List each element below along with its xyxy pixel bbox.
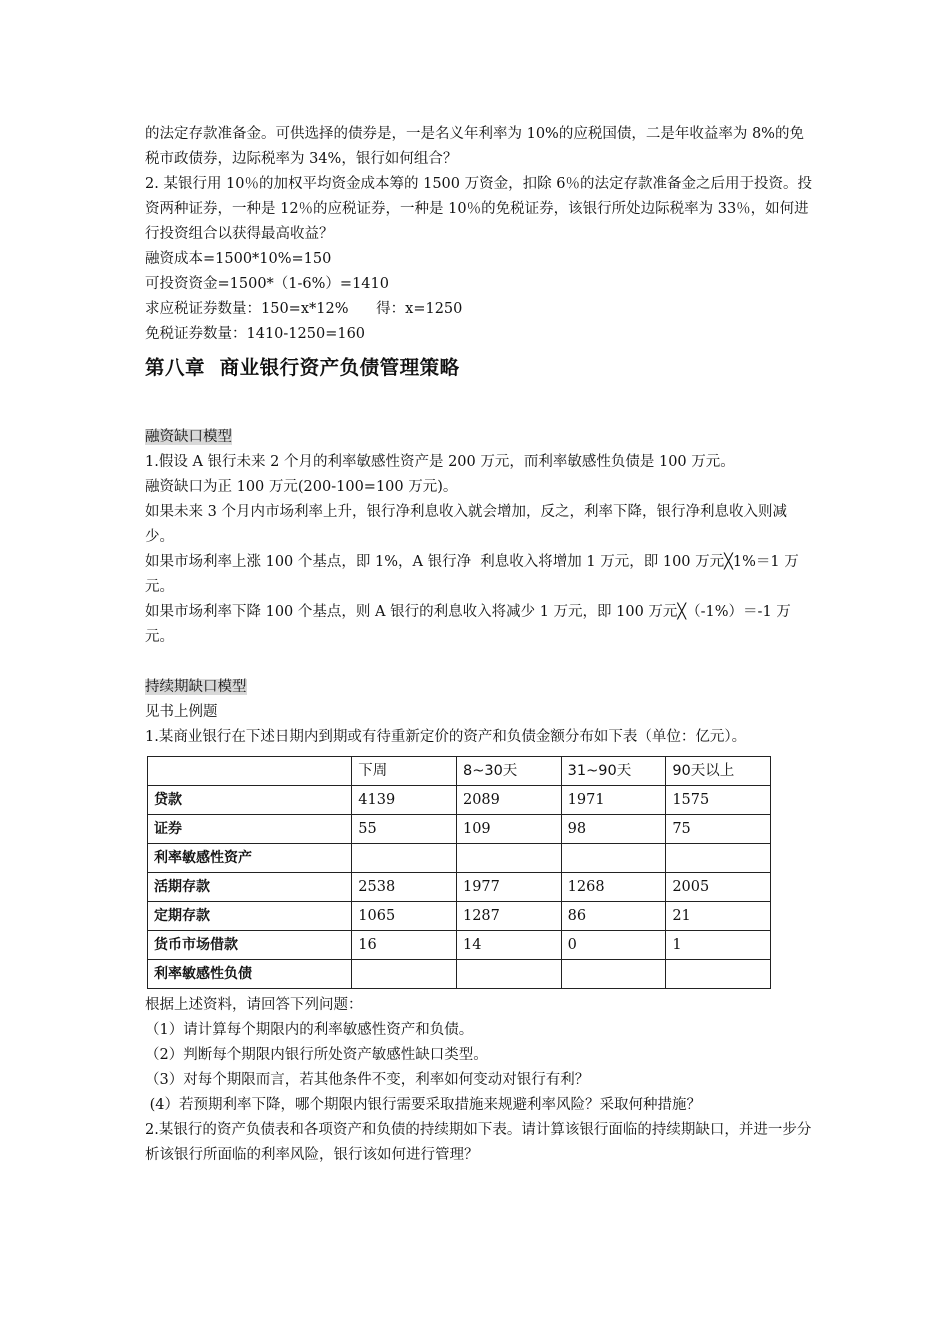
table-header-cell: 8~30天: [456, 757, 561, 786]
table-row: [148, 931, 771, 960]
table-cell: 2538: [352, 873, 457, 902]
financing-gap-line-2: 融资缺口为正 100 万元(200-100=100 万元)。: [145, 479, 458, 495]
table-cell: 2089: [456, 786, 561, 815]
table-row-label: 活期存款: [148, 873, 352, 902]
table-cell: 55: [352, 815, 457, 844]
question-1: （1）请计算每个期限内的利率敏感性资产和负债。: [145, 1022, 474, 1038]
table-row-label: 证券: [148, 815, 352, 844]
table-row-label: 利率敏感性资产: [148, 844, 352, 873]
spacer: [145, 650, 815, 675]
financing-gap-line-5: 如果市场利率下降 100 个基点，则 A 银行的利息收入将减少 1 万元，即 100 万元╳（-1%）＝-1 万元。: [145, 604, 791, 645]
financing-gap-line-1: 1.假设 A 银行未来 2 个月的利率敏感性资产是 200 万元，而利率敏感性负债是 100 万元。: [145, 454, 735, 470]
spacer: [145, 383, 815, 425]
table-cell: 86: [561, 902, 666, 931]
table-row-label: 贷款: [148, 786, 352, 815]
calc-line-taxable-quantity: 求应税证券数量：150=x*12% 得：x=1250: [145, 301, 463, 317]
intro-paragraph-1: 的法定存款准备金。可供选择的债券是，一是名义年利率为 10%的应税国债，二是年收益率为 8%的免税市政债券，边际税率为 34%，银行如何组合？: [145, 126, 804, 167]
table-header-row: [148, 757, 771, 786]
table-row: [148, 960, 771, 989]
chapter-title: 第八章 商业银行资产负债管理策略: [145, 356, 460, 379]
calc-line-financing-cost: 融资成本=1500*10%=150: [145, 251, 332, 267]
table-cell: [352, 960, 457, 989]
table-cell: 2005: [666, 873, 771, 902]
table-cell: 1065: [352, 902, 457, 931]
table-row-label: 货币市场借款: [148, 931, 352, 960]
question-2: （2）判断每个期限内银行所处资产敏感性缺口类型。: [145, 1047, 488, 1063]
section-financing-gap-title: [145, 425, 815, 450]
table-cell: 0: [561, 931, 666, 960]
table-cell: [561, 844, 666, 873]
section-duration-gap-title: [145, 675, 815, 700]
table-header-cell: 下周: [352, 757, 457, 786]
question-3: （3）对每个期限而言，若其他条件不变，利率如何变动对银行有利？: [145, 1072, 590, 1088]
table-cell: [352, 844, 457, 873]
repricing-table: [147, 756, 771, 989]
financing-gap-line-4: 如果市场利率上涨 100 个基点，即 1%，A 银行净 利息收入将增加 1 万元，即 100 万元╳1%＝1 万元。: [145, 554, 799, 595]
duration-gap-line-2: 1.某商业银行在下述日期内到期或有待重新定价的资产和负债金额分布如下表（单位：亿元）。: [145, 729, 747, 745]
duration-gap-line-1: 见书上例题: [145, 704, 218, 720]
table-row: [148, 902, 771, 931]
calc-line-taxfree-quantity: 免税证券数量：1410-1250=160: [145, 326, 366, 342]
table-cell: 1971: [561, 786, 666, 815]
table-cell: 98: [561, 815, 666, 844]
calc-line-investable-funds: 可投资资金=1500*（1-6%）=1410: [145, 276, 389, 292]
table-row-label: 定期存款: [148, 902, 352, 931]
question-4: (4）若预期利率下降，哪个期限内银行需要采取措施来规避利率风险？采取何种措施？: [145, 1097, 701, 1113]
document-page: [145, 122, 815, 1168]
financing-gap-line-3: 如果未来 3 个月内市场利率上升，银行净利息收入就会增加，反之，利率下降，银行净利息收入则减少。: [145, 504, 787, 545]
table-cell: [456, 844, 561, 873]
table-row: [148, 844, 771, 873]
table-cell: 14: [456, 931, 561, 960]
table-cell: 75: [666, 815, 771, 844]
table-row: [148, 873, 771, 902]
table-cell: 1575: [666, 786, 771, 815]
table-header-cell: [148, 757, 352, 786]
table-header-cell: 90天以上: [666, 757, 771, 786]
table-cell: 21: [666, 902, 771, 931]
table-cell: 1287: [456, 902, 561, 931]
table-row-label: 利率敏感性负债: [148, 960, 352, 989]
table-cell: 1268: [561, 873, 666, 902]
table-cell: 16: [352, 931, 457, 960]
table-cell: 4139: [352, 786, 457, 815]
table-cell: 109: [456, 815, 561, 844]
section-title-highlight: 融资缺口模型: [145, 429, 232, 445]
table-cell: 1: [666, 931, 771, 960]
table-cell: [456, 960, 561, 989]
table-row: [148, 815, 771, 844]
table-row: [148, 786, 771, 815]
table-cell: [666, 844, 771, 873]
table-cell: 1977: [456, 873, 561, 902]
intro-paragraph-2: 2. 某银行用 10％的加权平均资金成本筹的 1500 万资金，扣除 6％的法定存款准备金之后用于投资。投资两种证券，一种是 12％的应税证券，一种是 10％的免税证券，该银行所处边际税率为 33％，如何进行投资组合以获得最高收益？: [145, 176, 812, 242]
table-cell: [561, 960, 666, 989]
table-header-cell: 31~90天: [561, 757, 666, 786]
section-title-highlight: 持续期缺口模型: [145, 679, 247, 695]
question-intro: 根据上述资料，请回答下列问题：: [145, 997, 363, 1013]
exercise-2: 2.某银行的资产负债表和各项资产和负债的持续期如下表。请计算该银行面临的持续期缺口，并进一步分析该银行所面临的利率风险，银行该如何进行管理？: [145, 1122, 812, 1163]
table-cell: [666, 960, 771, 989]
